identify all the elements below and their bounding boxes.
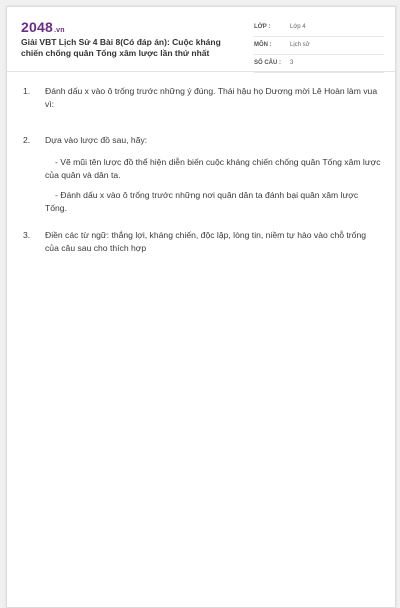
meta-value: Lớp 4 [290, 24, 306, 30]
meta-row-question-count [254, 55, 384, 73]
question-item [21, 85, 381, 111]
meta-row-subject [254, 37, 384, 55]
question-subitem: - Đánh dấu x vào ô trống trước những nơi quân dân ta đánh bại quân xâm lược Tống. [45, 190, 359, 213]
meta-value: Lịch sử [290, 42, 310, 48]
question-number: 2. [23, 135, 31, 145]
meta-label: LỚP : [254, 24, 271, 30]
question-subitem: - Vẽ mũi tên lược đồ thể hiện diễn biến cuộc kháng chiến chống quân Tống xâm lược của quân và dân ta. [45, 157, 381, 180]
question-text: Dựa vào lược đồ sau, hãy: [45, 135, 148, 145]
question-list [21, 85, 381, 255]
site-logo[interactable] [21, 19, 65, 35]
worksheet-page [6, 6, 396, 608]
meta-label: SỐ CÂU : [254, 60, 281, 66]
logo-suffix: .vn [53, 27, 65, 34]
meta-label: MÔN : [254, 42, 272, 48]
meta-row-class [254, 19, 384, 37]
question-item [21, 134, 381, 215]
meta-value: 3 [290, 60, 294, 66]
meta-table [254, 19, 384, 73]
question-text: Đánh dấu x vào ô trống trước những ý đúng. Thái hậu họ Dương mời Lê Hoàn làm vua vì: [45, 86, 378, 109]
question-number: 3. [23, 230, 31, 240]
question-item [21, 229, 381, 255]
document-title: Giải VBT Lịch Sử 4 Bài 8(Có đáp án): Cuộc kháng chiến chống quân Tống xâm lược lần thứ nhất [21, 37, 221, 58]
question-text: Điền các từ ngữ: thắng lợi, kháng chiến, độc lập, lòng tin, niềm tự hào vào chỗ trống của câu sau cho thích hợp [45, 230, 366, 253]
question-number: 1. [23, 86, 31, 96]
logo-text: 2048 [21, 19, 53, 35]
worksheet-header [7, 7, 395, 72]
